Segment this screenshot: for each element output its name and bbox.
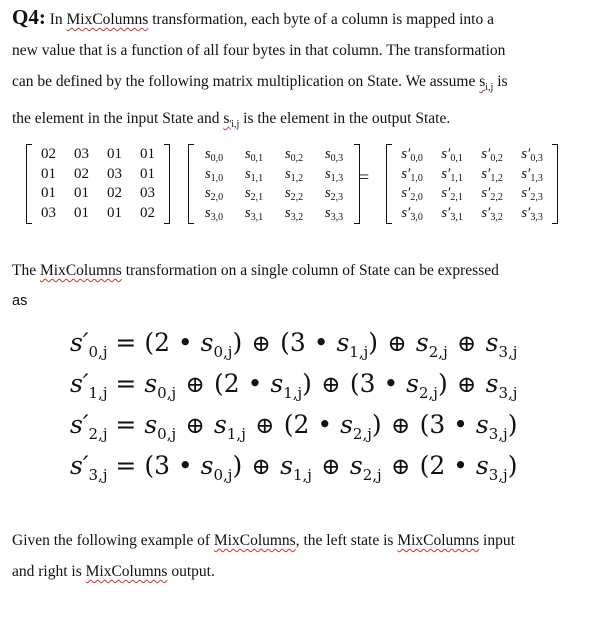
coefficient-cell: 02 bbox=[74, 165, 89, 182]
state-cell: $s'_{2,3}$ bbox=[521, 185, 543, 203]
symbol-s-prime-ij: $s_{'i,j}$ bbox=[223, 110, 240, 131]
state-cell: $s_{1,0}$ bbox=[204, 165, 224, 184]
coefficient-cell: 01 bbox=[74, 185, 89, 201]
state-cell: $s_{2,0}$ bbox=[204, 185, 224, 203]
bracket-tick bbox=[164, 223, 170, 224]
state-cell: $s'_{2,0}$ bbox=[401, 185, 423, 203]
coefficient-cell: 01 bbox=[41, 185, 56, 201]
example-paragraph bbox=[12, 525, 598, 587]
bracket-tick bbox=[386, 223, 392, 224]
state-cell: $s_{3,3}$ bbox=[324, 204, 344, 223]
state-cell: $s_{1,1}$ bbox=[244, 165, 264, 184]
equation-line: $s'_{3,j} = (3$ • $s_{0,j}$) ⊕ $s_{1,j}$ ⊕ $s_{2,j}$ ⊕ (2 • $s_{3,j}$) bbox=[70, 451, 518, 484]
question-line-2: new value that is a function of all four bytes in that column. The transformation bbox=[12, 42, 506, 59]
state-cell: $s_{2,2}$ bbox=[284, 185, 304, 203]
term-mixcolumns: MixColumns bbox=[66, 11, 149, 28]
input-state-matrix bbox=[188, 145, 360, 223]
bracket-tick bbox=[354, 144, 360, 145]
coefficient-cell: 01 bbox=[107, 146, 122, 162]
state-cell: $s'_{3,0}$ bbox=[401, 204, 423, 223]
coefficient-cell: 01 bbox=[74, 204, 89, 221]
coefficient-cell: 01 bbox=[107, 204, 122, 221]
coefficient-cell: 01 bbox=[140, 146, 155, 162]
state-cell: $s'_{3,3}$ bbox=[521, 204, 543, 223]
single-column-paragraph bbox=[12, 255, 598, 317]
term-mixcolumns: MixColumns bbox=[397, 532, 480, 549]
state-cell: $s'_{1,1}$ bbox=[441, 165, 463, 184]
coefficient-cell: 03 bbox=[74, 146, 89, 162]
coefficient-cell: 02 bbox=[107, 185, 122, 201]
coefficient-cell: 01 bbox=[41, 165, 56, 182]
state-cell: $s_{0,3}$ bbox=[324, 146, 344, 164]
state-cell: $s_{1,3}$ bbox=[324, 165, 344, 184]
coefficient-cell: 03 bbox=[41, 204, 56, 221]
question-paragraph bbox=[12, 2, 598, 140]
output-state-matrix bbox=[386, 145, 558, 223]
bracket-tick bbox=[26, 223, 32, 224]
coefficient-matrix bbox=[26, 145, 170, 223]
state-cell: $s'_{0,2}$ bbox=[481, 146, 503, 164]
state-cell: $s_{3,0}$ bbox=[204, 204, 224, 223]
state-cell: $s'_{2,1}$ bbox=[441, 185, 463, 203]
question-line-4: the element in the input State and $s_{'i,j}$ is the element in the output State. bbox=[12, 110, 451, 131]
state-cell: $s_{0,1}$ bbox=[244, 146, 264, 164]
bracket-tick bbox=[552, 144, 558, 145]
state-cell: $s'_{1,2}$ bbox=[481, 165, 503, 184]
coefficient-cell: 03 bbox=[140, 185, 155, 201]
question-label: Q4: bbox=[12, 5, 46, 29]
single-column-line-1: The MixColumns transformation on a single column of State can be expressed bbox=[12, 262, 499, 279]
equation-line: $s'_{1,j} = s_{0,j}$ ⊕ (2 • $s_{1,j}$) ⊕ (3 • $s_{2,j}$) ⊕ $s_{3,j}$ bbox=[70, 369, 518, 402]
bracket-tick bbox=[26, 144, 32, 145]
state-cell: $s'_{0,1}$ bbox=[441, 146, 463, 164]
state-cell: $s_{2,1}$ bbox=[244, 185, 264, 203]
state-cell: $s'_{3,1}$ bbox=[441, 204, 463, 223]
state-cell: $s'_{1,3}$ bbox=[521, 165, 543, 184]
symbol-s-ij: $s_{i,j}$ bbox=[479, 73, 494, 94]
state-cell: $s_{0,2}$ bbox=[284, 146, 304, 164]
state-cell: $s_{3,2}$ bbox=[284, 204, 304, 223]
term-mixcolumns: MixColumns bbox=[39, 262, 122, 279]
coefficient-cell: 02 bbox=[140, 204, 155, 221]
coefficient-cell: 02 bbox=[41, 146, 56, 162]
bracket-tick bbox=[164, 144, 170, 145]
matrix-equals-sign: = bbox=[359, 167, 370, 187]
state-cell: $s'_{3,2}$ bbox=[481, 204, 503, 223]
state-cell: $s'_{0,0}$ bbox=[401, 146, 423, 164]
state-cell: $s_{2,3}$ bbox=[324, 185, 344, 203]
state-cell: $s_{0,0}$ bbox=[204, 146, 224, 164]
question-line-1: Q4: In MixColumns transformation, each byte of a column is mapped into a bbox=[12, 5, 494, 29]
single-column-line-2: as bbox=[12, 293, 28, 309]
question-line-3: can be defined by the following matrix multiplication on State. We assume $s_{i,j}$ is bbox=[12, 73, 508, 94]
state-cell: $s_{1,2}$ bbox=[284, 165, 304, 184]
example-line-1: Given the following example of MixColumns, the left state is MixColumns input bbox=[12, 532, 515, 549]
state-cell: $s_{3,1}$ bbox=[244, 204, 264, 223]
term-mixcolumns: MixColumns bbox=[85, 563, 168, 580]
term-mixcolumns: MixColumns bbox=[213, 532, 296, 549]
state-cell: $s'_{1,0}$ bbox=[401, 165, 423, 184]
bracket-tick bbox=[354, 223, 360, 224]
bracket-tick bbox=[188, 144, 194, 145]
example-line-2: and right is MixColumns output. bbox=[12, 563, 215, 580]
equation-line: $s'_{2,j} = s_{0,j}$ ⊕ $s_{1,j}$ ⊕ (2 • $s_{2,j}$) ⊕ (3 • $s_{3,j}$) bbox=[70, 410, 518, 443]
state-cell: $s'_{0,3}$ bbox=[521, 146, 543, 164]
equation-line: $s'_{0,j} = (2$ • $s_{0,j}$) ⊕ (3 • $s_{1,j}$) ⊕ $s_{2,j}$ ⊕ $s_{3,j}$ bbox=[70, 328, 518, 361]
state-cell: $s'_{2,2}$ bbox=[481, 185, 503, 203]
bracket-tick bbox=[552, 223, 558, 224]
coefficient-cell: 01 bbox=[140, 165, 155, 182]
coefficient-cell: 03 bbox=[107, 165, 122, 182]
bracket-tick bbox=[386, 144, 392, 145]
bracket-tick bbox=[188, 223, 194, 224]
